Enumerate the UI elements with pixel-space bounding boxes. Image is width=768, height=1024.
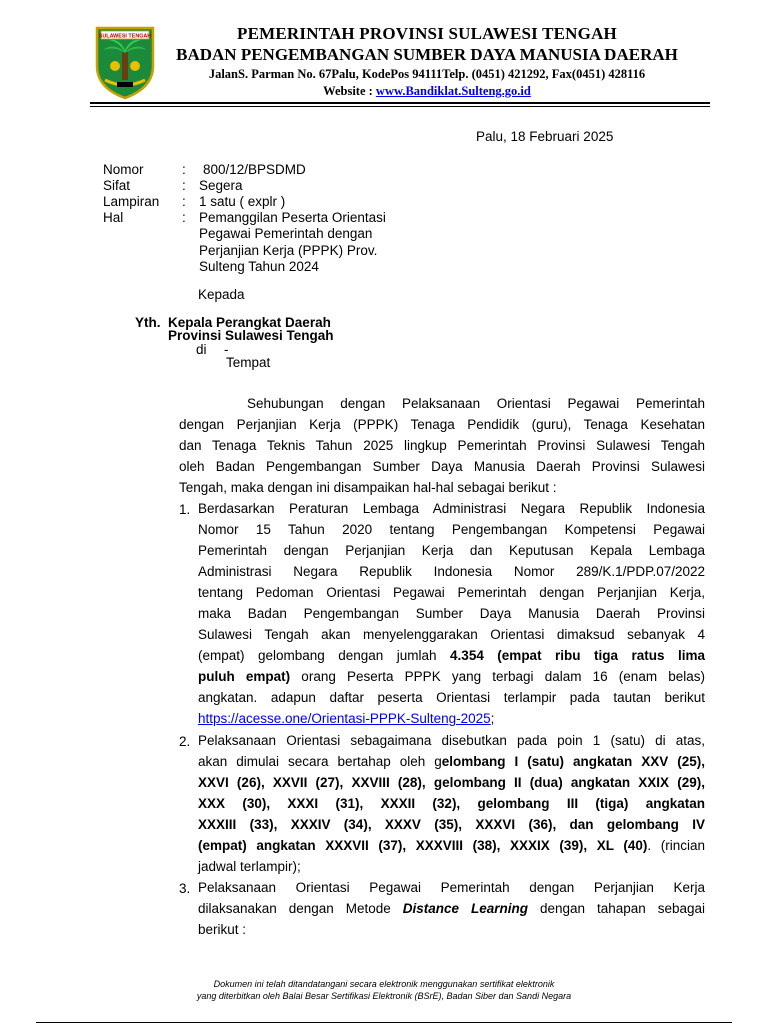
letterhead-divider [90,102,710,104]
item2-bold: elombang I (satu) angkatan XXV (25), [441,754,705,769]
item2-line: XXXIII (33), XXXIV (34), XXXV (35), XXXVI (36), dan gelombang IV [198,817,705,832]
esign-footer-line1: Dokumen ini telah ditandatangani secara elektronik menggunakan sertifikat elektronik [213,979,555,989]
item2-line2 [198,751,705,772]
item1-line: Pemerintah dengan Perjanjian Kerja dan Keputusan Kepala Lembaga [198,543,705,558]
intro-line: Sehubungan dengan Pelaksanaan Orientasi Pegawai Pemerintah [247,396,705,411]
participant-total: 4.354 (empat ribu tiga ratus lima [450,648,705,663]
letterhead-agency: BADAN PENGEMBANGAN SUMBER DAYA MANUSIA DAERAH [176,45,678,64]
nomor-value: 800/12/BPSDMD [203,162,306,177]
sifat-label: Sifat [103,178,131,193]
website-link[interactable]: www.Bandiklat.Sulteng.go.id [375,84,531,98]
hal-line: Sulteng Tahun 2024 [199,259,319,274]
item3-line: Pelaksanaan Orientasi Pegawai Pemerintah dengan Perjanjian Kerja [198,880,705,895]
letterhead-divider-thin [90,106,710,107]
item3-text: dilaksanakan dengan Metode [198,901,403,916]
item2-line: XXX (30), XXXI (31), XXXII (32), gelombang III (tiga) angkatan [198,796,705,811]
participant-list-link[interactable]: https://acesse.one/Orientasi-PPPK-Sulteng-2025 [198,711,491,726]
intro-line: Tengah, maka dengan ini disampaikan hal-hal sebagai berikut : [179,480,557,495]
item1-paragraph [198,498,705,729]
recipient-dash: - [224,342,229,357]
item2-number: 2. [179,734,191,749]
letterhead-website [0,84,768,99]
sifat-colon: : [182,178,186,193]
item2-text: . (rincian [647,838,706,853]
letter-date: Palu, 18 Februari 2025 [476,129,614,144]
hal-colon: : [182,210,186,225]
website-label: Website : [323,84,376,98]
item1-text: orang Peserta PPPK yang terbagi dalam 16 (enam belas) [290,669,705,684]
item1-line9 [198,666,705,687]
recipient-tempat: Tempat [226,355,271,370]
item1-line: Sulawesi Tengah akan menyelenggarakan Orientasi dimaksud sebanyak 4 [198,627,705,642]
item1-line: Nomor 15 Tahun 2020 tentang Pengembangan Kompetensi Pegawai [198,522,705,537]
nomor-label: Nomor [103,162,144,177]
hal-line: Pemanggilan Peserta Orientasi [199,210,386,225]
intro-paragraph [179,393,705,498]
hal-line: Pegawai Pemerintah dengan [199,226,373,241]
item2-line: jadwal terlampir); [198,859,301,874]
recipient-line1: Kepala Perangkat Daerah [168,315,331,330]
item1-line: angkatan. adapun daftar peserta Orientasi terlampir pada tautan berikut [198,690,705,705]
lampiran-colon: : [182,194,186,209]
item3-paragraph [198,877,705,940]
sifat-value: Segera [199,178,243,193]
letterhead-government: PEMERINTAH PROVINSI SULAWESI TENGAH [237,24,617,43]
esign-footer-line2: yang diterbitkan oleh Balai Besar Sertifikasi Elektronik (BSrE), Badan Siber dan Sandi Negara [196,991,572,1001]
nomor-colon: : [182,162,186,177]
footer-divider [36,1022,732,1023]
method-name: Distance Learning [402,901,529,916]
lampiran-label: Lampiran [103,194,160,209]
hal-label: Hal [103,210,124,225]
item1-text: (empat) gelombang dengan jumlah [198,648,451,663]
intro-line: dengan Perjanjian Kerja (PPPK) Tenaga Pendidik (guru), Tenaga Kesehatan [179,417,705,432]
item1-line8 [198,645,705,666]
item2-line: Pelaksanaan Orientasi sebagaimana disebutkan pada poin 1 (satu) di atas, [198,733,705,748]
item2-line: XXVI (26), XXVII (27), XXVIII (28), gelombang II (dua) angkatan XXIX (29), [198,775,705,790]
participant-total-cont: puluh empat) [198,669,291,684]
item1-number: 1. [179,502,191,517]
item3-number: 3. [179,881,191,896]
hal-line: Perjanjian Kerja (PPPK) Prov. [199,243,378,258]
yth: Yth. [135,315,161,330]
recipient-line2: Provinsi Sulawesi Tengah [168,328,334,343]
item3-text: dengan tahapan sebagai [528,901,706,916]
item1-link-tail: ; [490,711,495,726]
item2-paragraph [198,730,705,877]
item3-line2 [198,898,705,919]
letterhead-address: JalanS. Parman No. 67Palu, KodePos 94111Telp. (0451) 421292, Fax(0451) 428116 [208,67,646,81]
item1-line: maka Badan Pengembangan Sumber Daya Manusia Daerah Provinsi [198,606,705,621]
item2-bold: (empat) angkatan XXXVII (37), XXXVIII (38), XXXIX (39), XL (40) [198,838,648,853]
item1-line: Administrasi Negara Republik Indonesia Nomor 289/K.1/PDP.07/2022 [198,564,705,579]
item1-line: Berdasarkan Peraturan Lembaga Administrasi Negara Republik Indonesia [198,501,705,516]
item1-link-line [198,708,705,729]
kepada: Kepada [198,287,245,302]
intro-line: oleh Badan Pengembangan Sumber Daya Manusia Daerah Provinsi Sulawesi [179,459,705,474]
item2-line6 [198,835,705,856]
item2-text: akan dimulai secara bertahap oleh g [198,754,442,769]
logo-text: SULAWESI TENGAH [98,33,152,40]
intro-line: dan Tenaga Teknis Tahun 2025 lingkup Pemerintah Provinsi Sulawesi Tengah [179,438,705,453]
lampiran-value: 1 satu ( explr ) [199,194,286,209]
item3-line: berikut : [198,922,247,937]
item1-line: tentang Pedoman Orientasi Pegawai Pemerintah dengan Perjanjian Kerja, [198,585,705,600]
recipient-di: di [196,342,207,357]
